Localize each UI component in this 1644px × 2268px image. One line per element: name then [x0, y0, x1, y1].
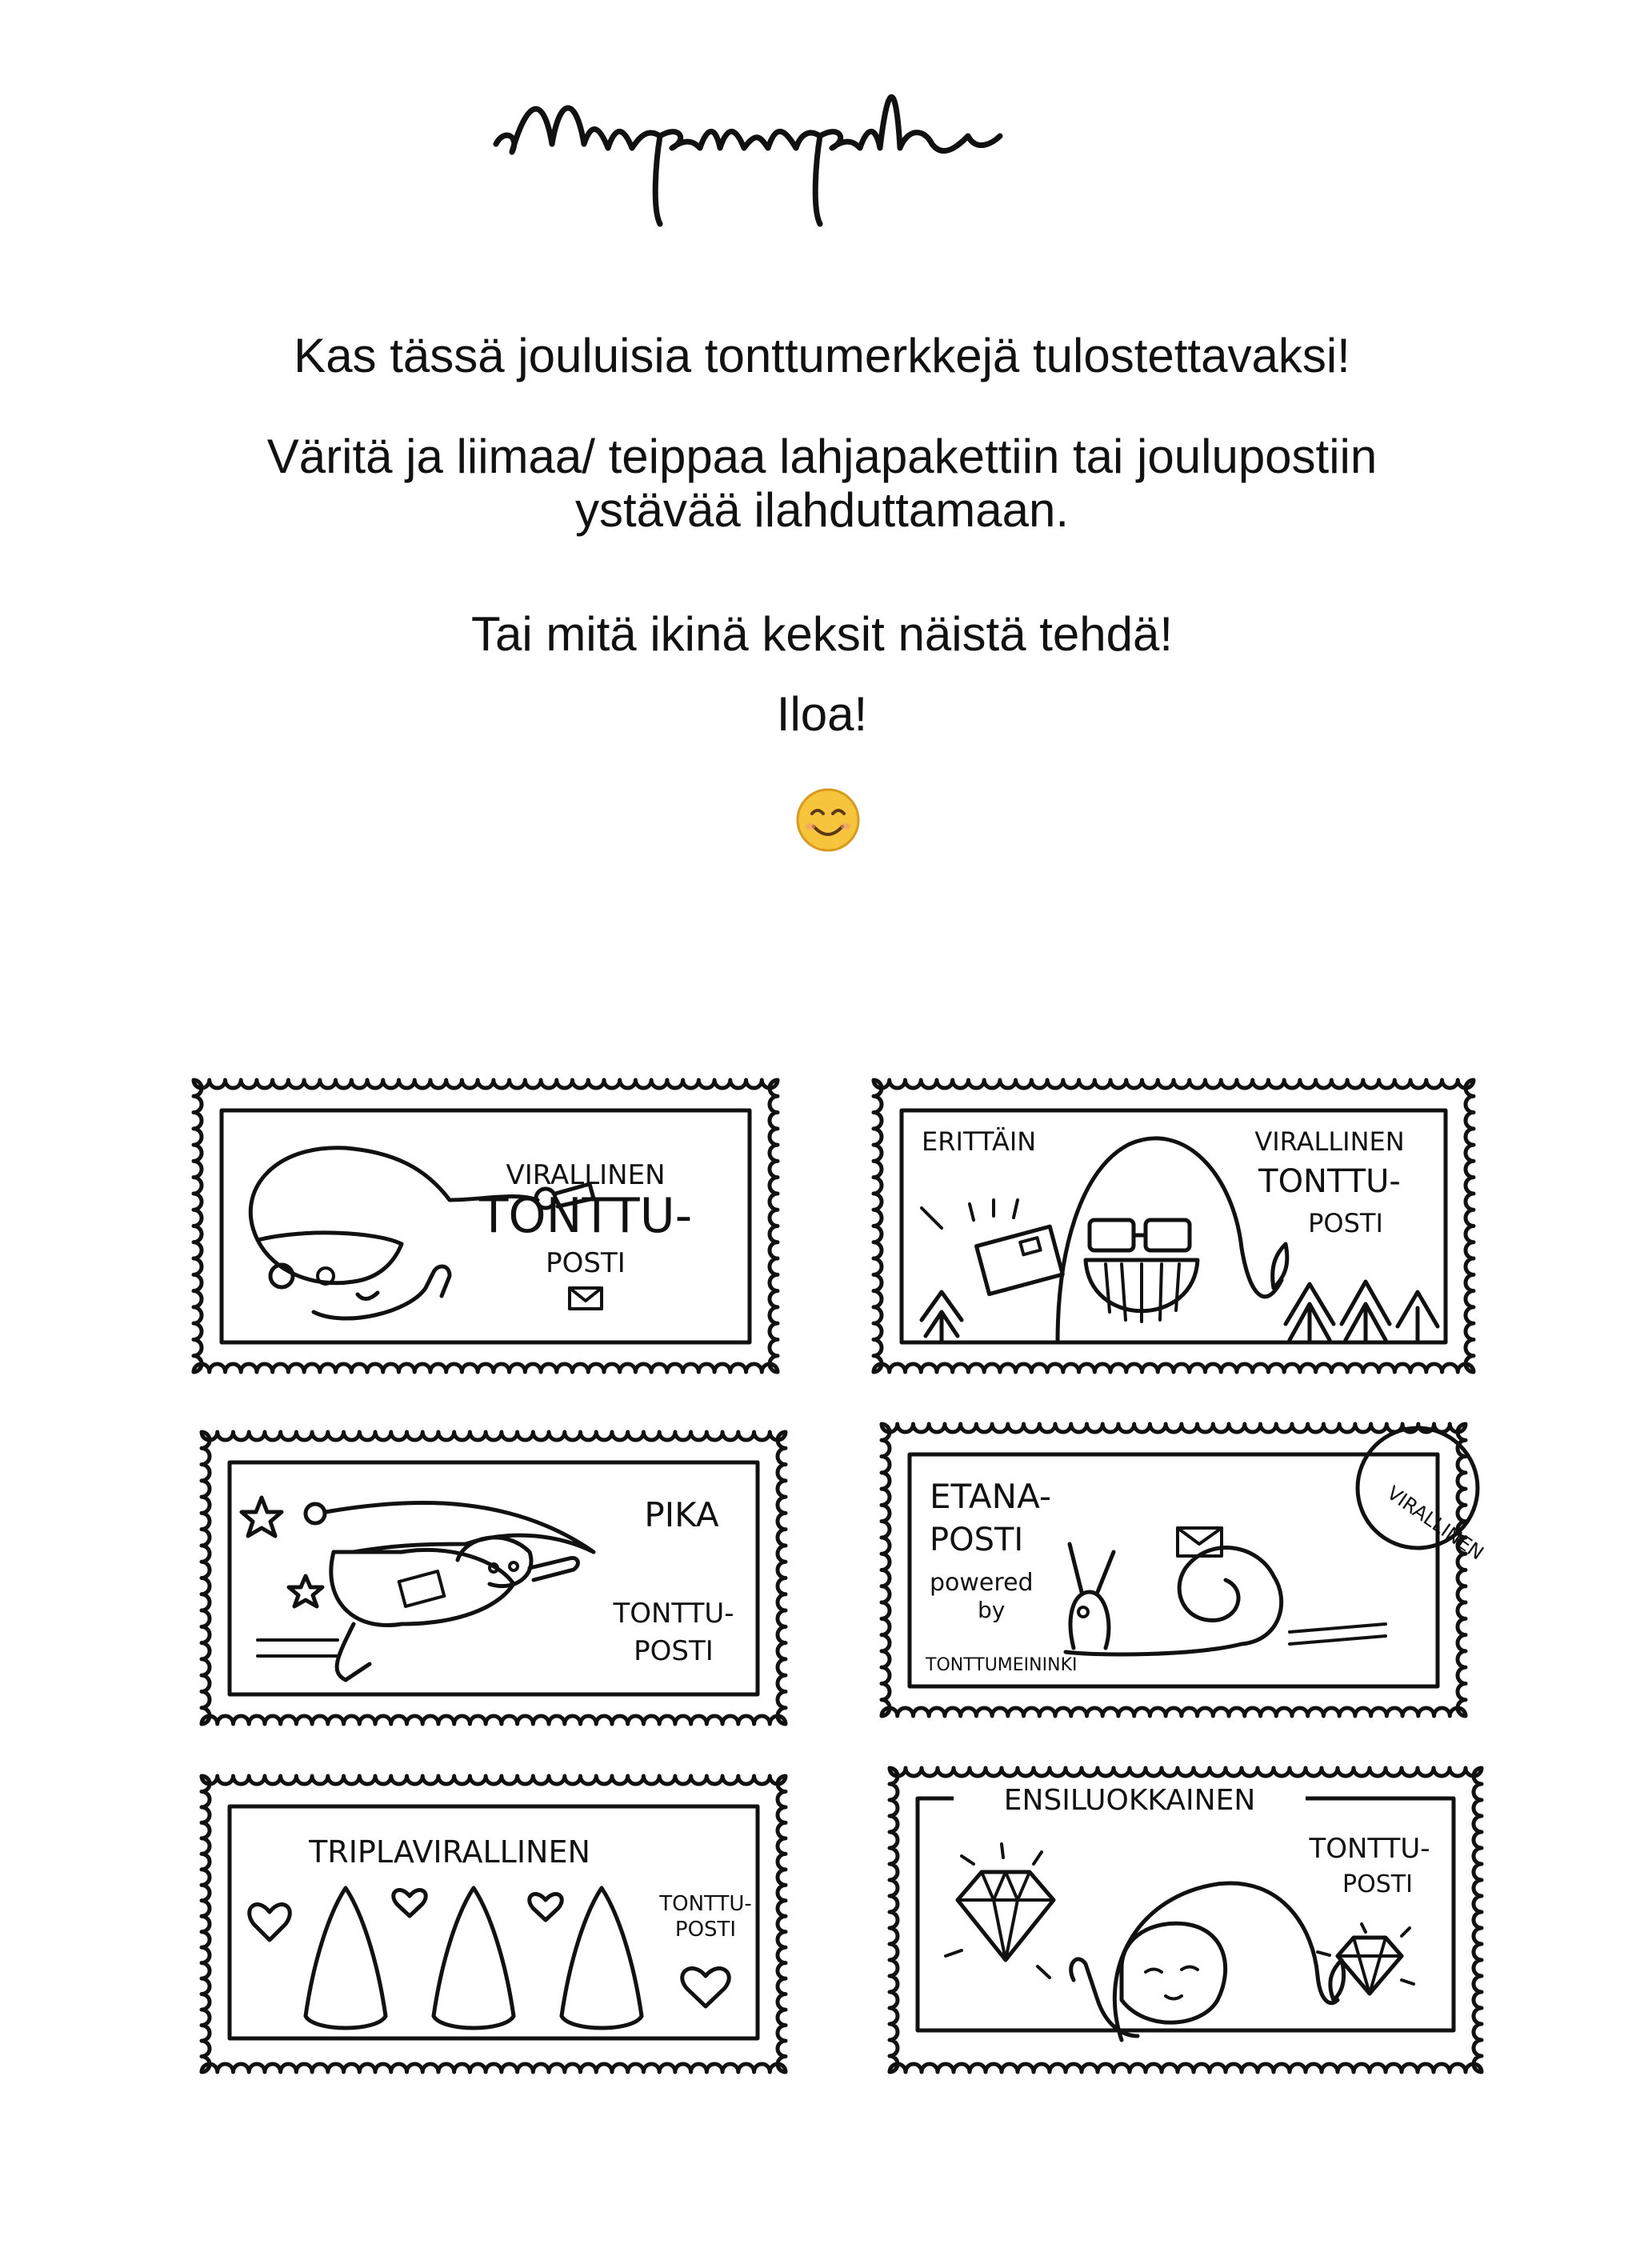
stamp6-line3: POSTI	[1342, 1870, 1413, 1898]
heart-icon	[250, 1905, 290, 1940]
stamp3-line2: TONTTU-	[613, 1598, 734, 1630]
stamp-ensiluokkainen	[882, 1760, 1490, 2080]
heart-icon	[394, 1890, 426, 1916]
stamp3-line1: PIKA	[644, 1495, 719, 1534]
stamp4-line2: POSTI	[930, 1522, 1024, 1558]
stamp1-line2: TONTTU-	[478, 1188, 693, 1244]
heart-icon	[682, 1969, 730, 2006]
star-icon	[242, 1498, 282, 1536]
heart-icon	[530, 1894, 562, 1920]
intro-line-3: ystävää ilahduttamaan.	[574, 483, 1070, 537]
stamp4-line5: TONTTUMEININKI	[926, 1655, 1078, 1675]
diamond-icon	[1338, 1938, 1402, 1994]
intro-line-2: Väritä ja liimaa/ teippaa lahjapakettiin tai joulupostiin	[266, 430, 1378, 483]
stamp3-line3: POSTI	[634, 1635, 714, 1667]
stamp2-line4: POSTI	[1308, 1208, 1383, 1238]
murupumpula-logo	[480, 48, 1056, 240]
envelope-icon	[570, 1288, 602, 1309]
stamp6-line2: TONTTU-	[1309, 1833, 1430, 1865]
intro-line-1: Kas tässä jouluisia tonttumerkkejä tulostettavaksi!	[294, 329, 1350, 382]
gnome-hat-right	[562, 1888, 642, 2028]
stamp5-line1: TRIPLAVIRALLINEN	[309, 1834, 590, 1870]
stamp2-line1: ERITTÄIN	[922, 1126, 1037, 1157]
stamp4-line3: powered	[930, 1569, 1034, 1597]
logo-text: Murupumpula	[480, 48, 486, 49]
stamp2-line3: TONTTU-	[1258, 1163, 1401, 1200]
stamp-perforated-border	[202, 1432, 786, 1724]
smiling-face-icon	[794, 786, 862, 854]
stamp1-line1: VIRALLINEN	[506, 1159, 666, 1191]
stamp-virallinen	[186, 1072, 786, 1380]
diamond-icon	[958, 1872, 1054, 1960]
stamp6-line1: ENSILUOKKAINEN	[1003, 1784, 1256, 1817]
stamp-triplavirallinen	[194, 1768, 794, 2080]
stamp-etana-posti	[874, 1416, 1488, 1724]
stamp-pika	[194, 1424, 794, 1732]
stamp-perforated-border	[874, 1080, 1474, 1372]
stamp2-line2: VIRALLINEN	[1254, 1126, 1405, 1157]
stamp4-line4: by	[978, 1597, 1006, 1623]
stamp4-postmark: VIRALLINEN	[1382, 1481, 1488, 1565]
intro-line-4: Tai mitä ikinä keksit näistä tehdä!	[470, 607, 1174, 661]
stamp4-line1: ETANA-	[930, 1477, 1052, 1516]
intro-line-5: Iloa!	[776, 687, 868, 741]
stamp5-line2: TONTTU-	[659, 1892, 752, 1916]
stamp1-line3: POSTI	[546, 1247, 626, 1279]
gnome-hat-middle	[434, 1888, 514, 2028]
stamp5-line3: POSTI	[674, 1918, 737, 1942]
stamp-erittain-virallinen	[866, 1072, 1482, 1380]
star-icon	[289, 1576, 322, 1606]
gnome-hat-left	[306, 1888, 386, 2028]
